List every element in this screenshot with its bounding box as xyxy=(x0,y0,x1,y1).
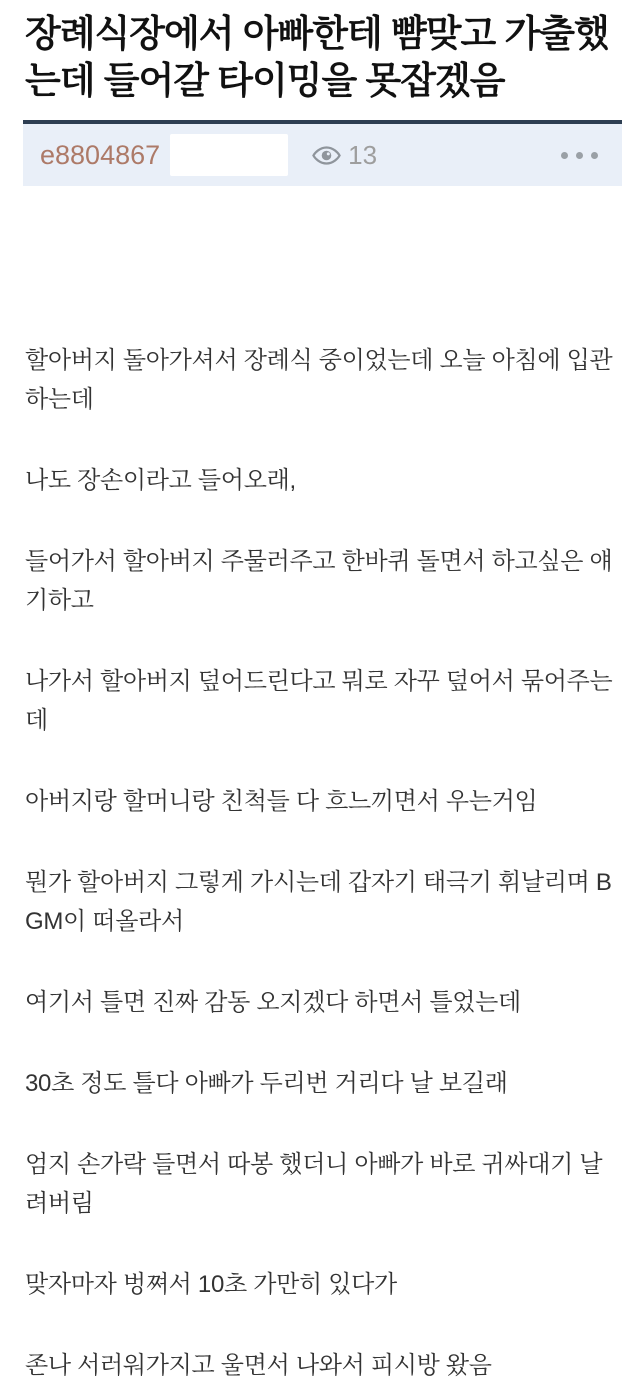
post-paragraph: 들어가서 할아버지 주물러주고 한바퀴 돌면서 하고싶은 얘기하고 xyxy=(25,548,613,614)
author-id[interactable]: e8804867 xyxy=(40,139,161,170)
post-paragraph: 존나 서러워가지고 울면서 나와서 피시방 왔음 xyxy=(25,1352,492,1379)
post-meta-bar xyxy=(23,120,622,186)
post-paragraph: 여기서 틀면 진짜 감동 오지겠다 하면서 틀었는데 xyxy=(25,989,521,1016)
more-options-button[interactable] xyxy=(559,146,600,165)
post-paragraph: 나가서 할아버지 덮어드린다고 뭐로 자꾸 덮어서 묶어주는데 xyxy=(25,668,613,734)
post-paragraph: 할아버지 돌아가셔서 장례식 중이었는데 오늘 아침에 입관하는데 xyxy=(25,347,613,413)
view-count xyxy=(312,140,377,171)
post-paragraph: 아버지랑 할머니랑 친척들 다 흐느끼면서 우는거임 xyxy=(25,788,538,815)
post-title: 장례식장에서 아빠한테 뺨맞고 가출했는데 들어갈 타이밍을 못잡겠음 xyxy=(25,13,609,101)
view-count-value: 13 xyxy=(348,139,378,170)
more-options-icon xyxy=(561,152,598,159)
post-paragraph: 30초 정도 틀다 아빠가 두리번 거리다 날 보길래 xyxy=(25,1070,508,1097)
post-paragraph: 뭔가 할아버지 그렇게 가시는데 갑자기 태극기 휘날리며 BGM이 떠올라서 xyxy=(25,869,612,935)
post-paragraph: 맞자마자 벙쪄서 10초 가만히 있다가 xyxy=(25,1271,397,1298)
post-paragraph: 엄지 손가락 들면서 따봉 했더니 아빠가 바로 귀싸대기 날려버림 xyxy=(25,1151,603,1217)
post-paragraph: 나도 장손이라고 들어오래, xyxy=(25,467,296,494)
redacted-nickname-box xyxy=(170,134,288,176)
post-body xyxy=(25,341,617,1385)
eye-icon xyxy=(312,145,341,166)
